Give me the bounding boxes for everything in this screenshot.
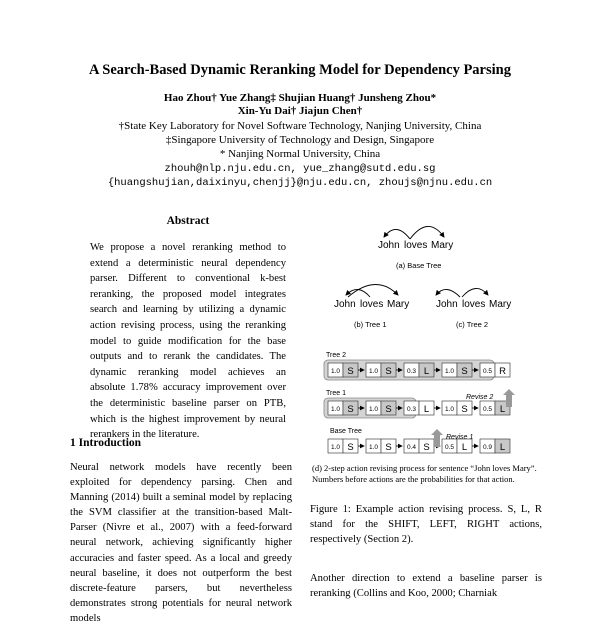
prob-value: 1.0 <box>368 406 379 413</box>
word-loves: loves <box>462 299 486 310</box>
subcaption-c: (c) Tree 2 <box>456 320 489 329</box>
prob-value: 0.3 <box>406 368 417 375</box>
word-mary: Mary <box>431 240 454 251</box>
action-label: R <box>499 366 506 377</box>
action-label: S <box>423 442 430 453</box>
tree2-action-row <box>328 363 510 377</box>
prob-value: 1.0 <box>444 368 455 375</box>
word-mary: Mary <box>489 299 512 310</box>
prob-value: 1.0 <box>444 406 455 413</box>
tree1-action-row <box>328 401 510 415</box>
right-column-paragraph: Another direction to extend a baseline parser is reranking (Collins and Koo, 2000; Charniak <box>310 573 542 600</box>
prob-value: 0.4 <box>406 444 417 451</box>
word-loves: loves <box>404 240 428 251</box>
action-label: S <box>347 366 354 377</box>
action-label: L <box>499 442 506 453</box>
prob-value: 0.5 <box>444 444 455 451</box>
action-label: L <box>461 442 468 453</box>
action-label: S <box>461 404 468 415</box>
arc-tree1-2 <box>348 284 398 297</box>
prob-value: 0.5 <box>482 368 493 375</box>
figure-1 <box>312 215 540 500</box>
action-revising-diagram <box>324 352 515 453</box>
tree1-diagram <box>334 284 409 329</box>
action-label: S <box>385 366 392 377</box>
subcaption-d: (d) 2-step action revising process for sentence “John loves Mary”. Numbers before actions are the probabilities for that action. <box>312 463 537 484</box>
action-label: S <box>347 404 354 415</box>
revise2-label: Revise 2 <box>466 394 494 401</box>
word-john: John <box>334 299 356 310</box>
arc-base-1 <box>384 229 410 239</box>
base-tree-diagram <box>378 226 453 270</box>
action-label: S <box>461 366 468 377</box>
prob-value: 1.0 <box>368 368 379 375</box>
prob-value: 1.0 <box>330 406 341 413</box>
arc-base-2 <box>410 226 444 239</box>
email-line-1: zhouh@nlp.nju.edu.cn, yue_zhang@sutd.edu.sg <box>164 163 436 175</box>
revise1-label: Revise 1 <box>446 434 474 441</box>
affiliation-1: †State Key Laboratory for Novel Software Technology, Nanjing University, China <box>118 120 482 132</box>
affiliation-3: * Nanjing Normal University, China <box>219 148 381 160</box>
prob-value: 1.0 <box>330 368 341 375</box>
arc-tree2-1 <box>436 289 460 297</box>
prob-value: 1.0 <box>330 444 341 451</box>
action-label: S <box>385 442 392 453</box>
subcaption-b: (b) Tree 1 <box>354 320 387 329</box>
row-label-base: Base Tree <box>330 428 362 435</box>
paper-title: A Search-Based Dynamic Reranking Model for Dependency Parsing <box>89 62 511 78</box>
word-loves: loves <box>360 299 384 310</box>
word-mary: Mary <box>387 299 410 310</box>
figure-1-svg <box>318 215 540 500</box>
abstract-heading: Abstract <box>166 215 210 227</box>
base-action-row <box>328 439 510 453</box>
row-label-tree1: Tree 1 <box>326 390 346 397</box>
word-john: John <box>378 240 400 251</box>
prob-value: 0.9 <box>482 444 493 451</box>
action-label: L <box>423 404 430 415</box>
tree2-diagram <box>436 288 511 329</box>
subcaption-a: (a) Base Tree <box>396 261 442 270</box>
row-label-tree2: Tree 2 <box>326 352 346 359</box>
intro-heading: 1 Introduction <box>70 437 142 449</box>
action-label: L <box>499 404 506 415</box>
authors-line-2: Xin-Yu Dai† Jiajun Chen† <box>237 105 363 117</box>
action-label: S <box>347 442 354 453</box>
email-line-2: {huangshujian,daixinyu,chenjj}@nju.edu.cn, zhoujs@njnu.edu.cn <box>107 177 493 189</box>
prob-value: 0.5 <box>482 406 493 413</box>
figure-caption: Figure 1: Example action revising process. S, L, R stand for the SHIFT, LEFT, RIGHT actions, respectively (Section 2). <box>310 504 542 545</box>
intro-text: Neural network models have recently been exploited for dependency parsing. Chen and Manning (2014) built a seminal model by replacing the SVM classifier at the transition-based Malt-Parser (Nivre et al., 2007) with a feed-forward neural network, achieving significantly higher accuracies and faster speed. As a local and greedy neural baseline, it does not outperform the best discrete-feature parsers, but nevertheless demonstrates strong potentials for neural network models <box>70 462 292 624</box>
action-label: S <box>385 404 392 415</box>
prob-value: 1.0 <box>368 444 379 451</box>
word-john: John <box>436 299 458 310</box>
arc-tree2-2 <box>462 288 488 297</box>
action-label: L <box>423 366 430 377</box>
prob-value: 0.3 <box>406 406 417 413</box>
affiliation-2: ‡Singapore University of Technology and Design, Singapore <box>165 134 435 146</box>
abstract-text: We propose a novel reranking method to extend a deterministic neural dependency parser. Different to conventional k-best reranking, the proposed model integrates search and learning by utilizing a dynamic action revising process, using the reranking model to guide modification for the base outputs and to rerank the candidates. The dynamic reranking model achieves an absolute 1.78% accuracy improvement over the deterministic baseline parser on PTB, which is the highest improvement by neural rerankers in the literature. <box>90 242 286 441</box>
authors-line-1: Hao Zhou† Yue Zhang‡ Shujian Huang† Junsheng Zhou* <box>163 92 437 104</box>
